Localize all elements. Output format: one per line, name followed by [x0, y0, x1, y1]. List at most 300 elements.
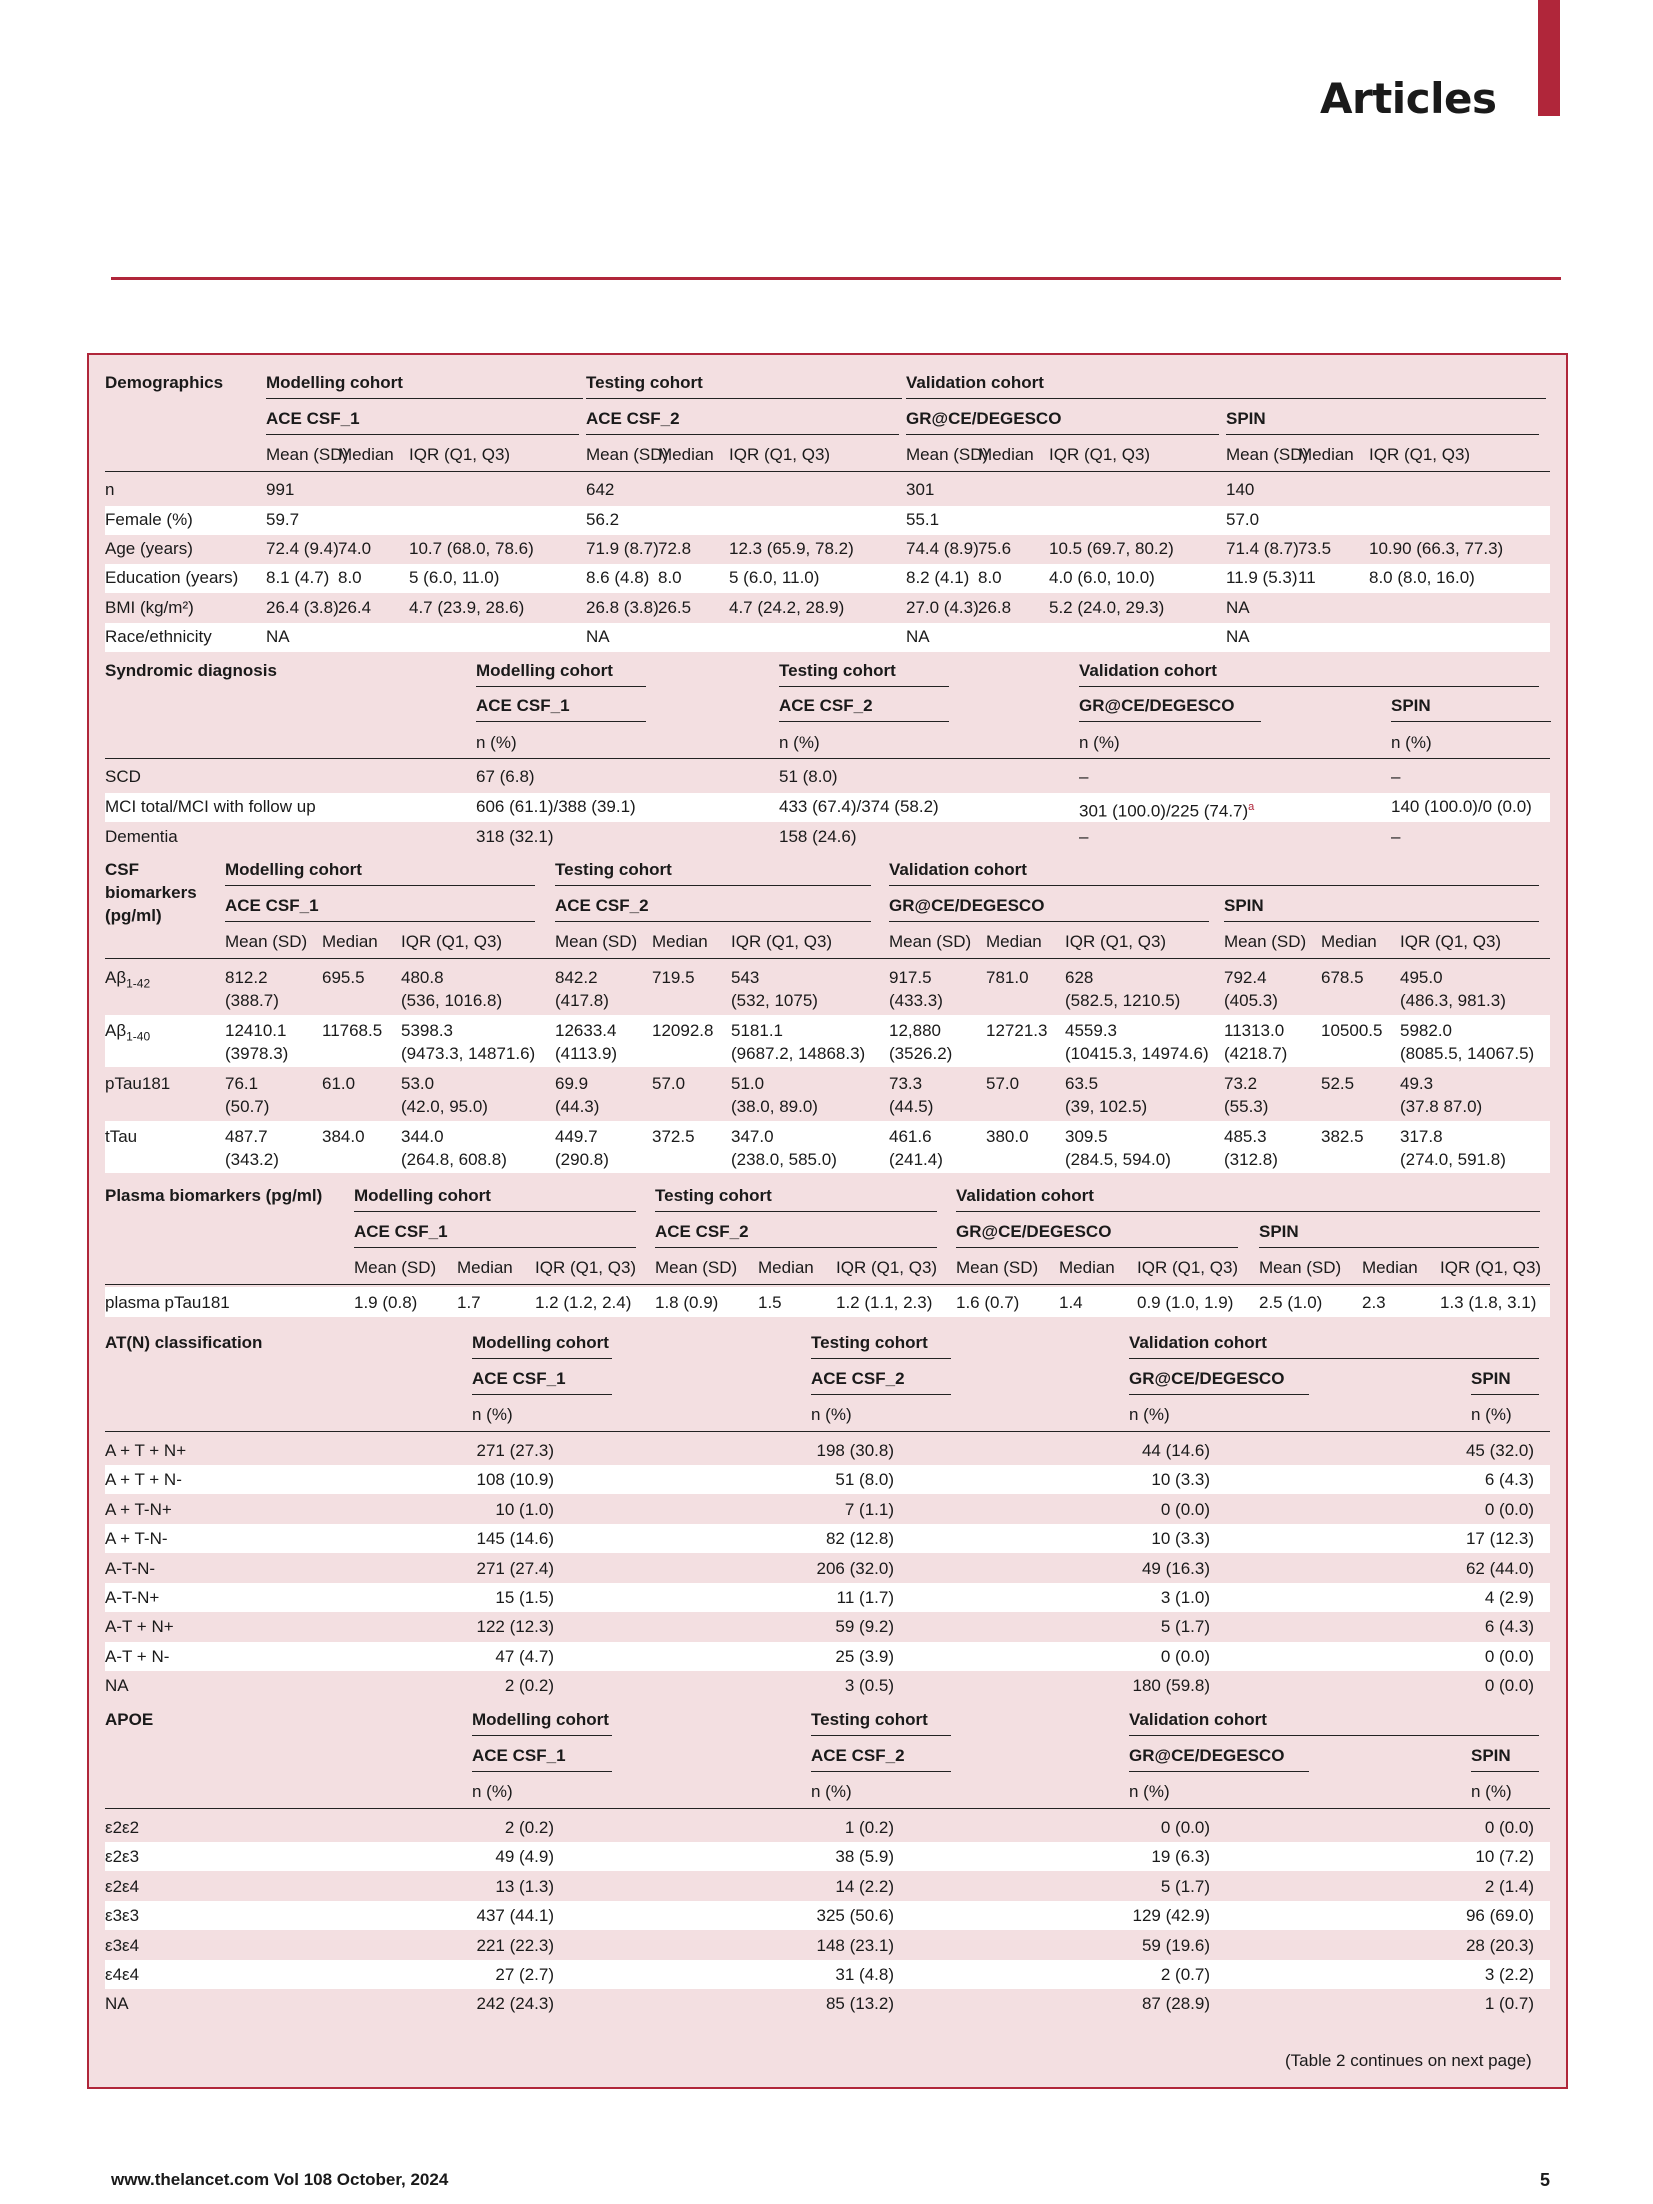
cohort-header: GR@CE/DEGESCO — [956, 1222, 1112, 1241]
table-cell: (39, 102.5) — [1065, 1097, 1148, 1116]
table-cell: 59.7 — [266, 510, 300, 529]
header-underline — [811, 1394, 951, 1395]
stat-header: Median — [658, 445, 714, 464]
table-cell: 5982.0 — [1400, 1021, 1452, 1040]
header-underline — [811, 1735, 951, 1736]
footnote-marker: a — [1248, 801, 1255, 813]
table-cell: 842.2 — [555, 968, 598, 987]
table-cell: 87 (28.9) — [1141, 1994, 1210, 2014]
table-cell: 140 (100.0)/0 (0.0) — [1391, 797, 1532, 816]
table-cell: 2 (0.2) — [504, 1676, 554, 1696]
row-label: A-T + N+ — [105, 1617, 174, 1637]
table-cell: (9473.3, 14871.6) — [401, 1044, 536, 1063]
label-subscript: 1-42 — [126, 976, 151, 991]
table-cell: 6 (4.3) — [1484, 1470, 1534, 1490]
stat-header: n (%) — [811, 1782, 852, 1801]
table-cell: 10.90 (66.3, 77.3) — [1369, 539, 1504, 558]
stat-header: n (%) — [1471, 1782, 1512, 1801]
table-cell: (241.4) — [889, 1150, 943, 1169]
table-cell: – — [1391, 767, 1401, 786]
table-cell: 26.8 — [978, 598, 1012, 617]
table-cell: (9687.2, 14868.3) — [731, 1044, 866, 1063]
table-cell: 2 (0.7) — [1160, 1965, 1210, 1984]
table-cell: 0 (0.0) — [1160, 1646, 1210, 1666]
row-label: A + T-N- — [105, 1529, 168, 1549]
table-cell: 1.9 (0.8) — [354, 1293, 418, 1312]
table-cell: – — [1079, 827, 1089, 846]
table-cell: 5 (1.7) — [1160, 1617, 1210, 1637]
table-cell: 242 (24.3) — [476, 1994, 554, 2014]
table-cell: 26.4 (3.8) — [266, 598, 339, 617]
table-cell: 0 (0.0) — [1484, 1818, 1534, 1837]
table-cell: (3978.3) — [225, 1044, 289, 1063]
table-cell: (274.0, 591.8) — [1400, 1150, 1506, 1169]
table-cell: 4.7 (23.9, 28.6) — [409, 598, 525, 617]
table-cell: 301 — [906, 480, 935, 499]
table-cell: 148 (23.1) — [816, 1935, 894, 1955]
table-cell: 61.0 — [322, 1074, 356, 1093]
header-underline — [1129, 1358, 1539, 1359]
table-cell: 5.2 (24.0, 29.3) — [1049, 598, 1165, 617]
table-cell: 57.0 — [986, 1074, 1020, 1093]
table-cell: (50.7) — [225, 1097, 270, 1116]
cohort-header: ACE CSF_2 — [655, 1222, 749, 1241]
table-cell: (343.2) — [225, 1150, 279, 1169]
table-cell: 4.0 (6.0, 10.0) — [1049, 568, 1155, 587]
header-underline — [811, 1771, 951, 1772]
table-cell: 55.1 — [906, 510, 940, 529]
stat-header: IQR (Q1, Q3) — [409, 445, 511, 464]
table-cell: 309.5 — [1065, 1127, 1108, 1146]
table-cell: 26.4 — [338, 598, 372, 617]
stat-header: Mean (SD) — [1224, 932, 1307, 951]
table-cell: 344.0 — [401, 1127, 444, 1146]
row-label: pTau181 — [105, 1074, 171, 1093]
table-cell: 0 (0.0) — [1484, 1499, 1534, 1519]
table-cell: 7 (1.1) — [844, 1499, 894, 1519]
results-table — [87, 353, 1568, 2089]
stat-header: Mean (SD) — [956, 1258, 1039, 1277]
table-cell: 0.9 (1.0, 1.9) — [1137, 1293, 1234, 1312]
cohort-header: ACE CSF_2 — [586, 409, 680, 428]
cohort-group-header: Modelling cohort — [472, 1333, 609, 1352]
table-cell: 8.2 (4.1) — [906, 568, 970, 587]
table-cell: 82 (12.8) — [825, 1529, 894, 1549]
table-cell: 71.4 (8.7) — [1226, 539, 1299, 558]
table-cell: 10 (7.2) — [1475, 1847, 1534, 1867]
table-cell: 1.4 — [1059, 1293, 1083, 1312]
stat-header: Median — [758, 1258, 814, 1277]
header-rule — [111, 277, 1561, 280]
table-cell: 69.9 — [555, 1074, 589, 1093]
table-continues-note: (Table 2 continues on next page) — [1285, 2051, 1532, 2070]
row-label: n — [105, 480, 115, 499]
row-label: MCI total/MCI with follow up — [105, 797, 316, 816]
table-cell: 10 (3.3) — [1151, 1470, 1210, 1490]
stat-header: Mean (SD) — [906, 445, 989, 464]
header-underline — [586, 398, 902, 399]
row-label: Dementia — [105, 827, 178, 846]
row-label: A + T + N+ — [105, 1441, 187, 1460]
cohort-group-header: Modelling cohort — [472, 1710, 609, 1729]
table-cell: 0 (0.0) — [1484, 1676, 1534, 1696]
table-cell: 8.0 — [658, 568, 682, 587]
table-cell: 2 (1.4) — [1484, 1876, 1534, 1896]
stat-header: n (%) — [1129, 1405, 1170, 1424]
cohort-header: ACE CSF_1 — [225, 896, 319, 915]
table-cell: 812.2 — [225, 968, 268, 987]
stat-header: Median — [978, 445, 1034, 464]
table-cell: 1.6 (0.7) — [956, 1293, 1020, 1312]
table-cell: 347.0 — [731, 1127, 774, 1146]
page-number: 5 — [1540, 2170, 1551, 2190]
table-cell: (312.8) — [1224, 1150, 1278, 1169]
table-cell: 72.4 (9.4) — [266, 539, 339, 558]
header-underline — [1079, 686, 1539, 687]
header-underline — [811, 1358, 951, 1359]
table-cell: 380.0 — [986, 1127, 1029, 1146]
cohort-header: ACE CSF_1 — [472, 1369, 566, 1388]
table-cell: 140 — [1226, 480, 1255, 499]
stat-header: n (%) — [779, 733, 820, 752]
row-label: NA — [105, 1676, 129, 1696]
table-cell: 6 (4.3) — [1484, 1617, 1534, 1637]
table-cell: 3 (1.0) — [1160, 1588, 1210, 1607]
cohort-header: ACE CSF_2 — [811, 1746, 905, 1765]
header-underline — [1259, 1247, 1539, 1248]
stat-header: IQR (Q1, Q3) — [1049, 445, 1151, 464]
header-underline — [266, 434, 579, 435]
cohort-header: SPIN — [1391, 696, 1431, 715]
header-underline — [655, 1247, 937, 1248]
stat-header: IQR (Q1, Q3) — [729, 445, 831, 464]
table-cell: 17 (12.3) — [1465, 1529, 1534, 1549]
row-label: plasma pTau181 — [105, 1293, 230, 1312]
table-cell: 11.9 (5.3) — [1226, 568, 1298, 587]
stat-header: IQR (Q1, Q3) — [836, 1258, 938, 1277]
table-cell: 4 (2.9) — [1484, 1588, 1534, 1607]
cohort-header: ACE CSF_1 — [476, 696, 570, 715]
table-cell: 792.4 — [1224, 968, 1267, 987]
table-cell: 49 (16.3) — [1141, 1558, 1210, 1578]
stat-header: IQR (Q1, Q3) — [1400, 932, 1502, 951]
header-underline — [779, 686, 949, 687]
cohort-header: SPIN — [1224, 896, 1264, 915]
table-cell: 10 (3.3) — [1151, 1529, 1210, 1549]
stat-header: Mean (SD) — [1226, 445, 1309, 464]
stat-header: Median — [652, 932, 708, 951]
header-underline — [472, 1771, 612, 1772]
table-cell: 10.7 (68.0, 78.6) — [409, 539, 534, 558]
table-cell: 11313.0 — [1224, 1021, 1285, 1040]
table-cell: 5398.3 — [401, 1021, 453, 1040]
cohort-group-header: Testing cohort — [555, 860, 672, 879]
table-cell: (536, 1016.8) — [401, 991, 503, 1010]
table-cell: 11 — [1298, 568, 1316, 587]
table-cell: 62 (44.0) — [1465, 1558, 1534, 1578]
table-cell: 73.3 — [889, 1074, 923, 1093]
table-cell: 695.5 — [322, 968, 365, 987]
header-underline — [266, 398, 583, 399]
table-cell: 74.0 — [338, 539, 372, 558]
table-cell: 11 (1.7) — [836, 1588, 894, 1607]
table-cell: 198 (30.8) — [816, 1441, 894, 1460]
cohort-group-header: Validation cohort — [1079, 661, 1217, 680]
row-label: Education (years) — [105, 568, 239, 587]
table-cell: 11768.5 — [322, 1021, 383, 1040]
header-underline — [472, 1394, 612, 1395]
stat-header: Median — [1321, 932, 1377, 951]
stat-header: Mean (SD) — [354, 1258, 437, 1277]
table-cell: 719.5 — [652, 968, 695, 987]
table-rule — [105, 758, 1550, 759]
table-cell: 372.5 — [652, 1127, 695, 1146]
table-cell: 543 — [731, 968, 760, 987]
table-cell: 73.2 — [1224, 1074, 1258, 1093]
table-cell: 485.3 — [1224, 1127, 1267, 1146]
table-cell: 10500.5 — [1321, 1021, 1383, 1040]
row-label: ε2ε4 — [105, 1876, 140, 1896]
table-cell: 1 (0.2) — [844, 1818, 894, 1837]
section-label-csf: (pg/ml) — [105, 906, 162, 925]
cohort-header: GR@CE/DEGESCO — [889, 896, 1045, 915]
stat-header: Mean (SD) — [1259, 1258, 1342, 1277]
cohort-group-header: Modelling cohort — [266, 373, 403, 392]
header-underline — [225, 885, 535, 886]
table-cell: 76.1 — [225, 1074, 259, 1093]
table-cell: (582.5, 1210.5) — [1065, 991, 1181, 1010]
table-cell: (290.8) — [555, 1150, 609, 1169]
table-cell: 12633.4 — [555, 1021, 617, 1040]
table-cell: 495.0 — [1400, 968, 1443, 987]
table-cell: 10.5 (69.7, 80.2) — [1049, 539, 1174, 558]
cohort-header: ACE CSF_1 — [354, 1222, 448, 1241]
section-label-plasma: Plasma biomarkers (pg/ml) — [105, 1186, 323, 1205]
cohort-header: ACE CSF_1 — [266, 409, 360, 428]
stat-header: Median — [457, 1258, 513, 1277]
table-cell: (37.8 87.0) — [1400, 1097, 1483, 1116]
table-cell: 271 (27.3) — [476, 1441, 554, 1460]
row-label: $A\beta_{1-42}$ — [105, 968, 151, 991]
table-cell: 19 (6.3) — [1151, 1847, 1210, 1867]
header-underline — [472, 1358, 612, 1359]
row-band — [105, 506, 1550, 535]
stat-header: Mean (SD) — [225, 932, 308, 951]
table-cell: 8.0 — [978, 568, 1002, 587]
table-cell: 437 (44.1) — [476, 1906, 554, 1926]
row-band — [105, 1287, 1550, 1317]
stat-header: n (%) — [1129, 1782, 1170, 1801]
row-label: ε2ε3 — [105, 1847, 140, 1867]
table-cell: 781.0 — [986, 968, 1029, 987]
table-cell: (42.0, 95.0) — [401, 1097, 488, 1116]
table-cell: 49.3 — [1400, 1074, 1434, 1093]
stat-header: Median — [338, 445, 394, 464]
table-cell: 206 (32.0) — [816, 1558, 894, 1578]
stat-header: n (%) — [1079, 733, 1120, 752]
header-underline — [779, 721, 949, 722]
table-cell: (38.0, 89.0) — [731, 1097, 818, 1116]
table-cell: 2.5 (1.0) — [1259, 1293, 1323, 1312]
cohort-group-header: Validation cohort — [906, 373, 1044, 392]
table-cell: 3 (0.5) — [844, 1676, 894, 1696]
cohort-header: GR@CE/DEGESCO — [906, 409, 1062, 428]
table-cell: 642 — [586, 480, 615, 499]
table-cell: 57.0 — [1226, 510, 1260, 529]
header-underline — [225, 921, 535, 922]
header-underline — [472, 1735, 612, 1736]
section-label-demographics: Demographics — [105, 373, 224, 392]
table-cell: 2.3 — [1362, 1293, 1386, 1312]
table-cell: 8.6 (4.8) — [586, 568, 650, 587]
header-underline — [1129, 1394, 1309, 1395]
stat-header: Median — [1298, 445, 1354, 464]
table-cell: (405.3) — [1224, 991, 1278, 1010]
table-cell: 991 — [266, 480, 295, 499]
header-underline — [1391, 721, 1551, 722]
stat-header: Mean (SD) — [266, 445, 349, 464]
table-cell: 5 (1.7) — [1160, 1876, 1210, 1896]
table-rule — [105, 471, 1550, 472]
table-cell: 606 (61.1)/388 (39.1) — [476, 797, 636, 816]
table-cell: 63.5 — [1065, 1074, 1099, 1093]
table-cell: 10 (1.0) — [495, 1499, 554, 1519]
cohort-group-header: Testing cohort — [586, 373, 703, 392]
table-cell: 51 (8.0) — [835, 1470, 894, 1490]
table-cell: (417.8) — [555, 991, 609, 1010]
table-cell: (44.3) — [555, 1097, 600, 1116]
table-cell: 8.0 (8.0, 16.0) — [1369, 568, 1475, 587]
table-cell: 678.5 — [1321, 968, 1364, 987]
table-cell: NA — [1226, 598, 1250, 617]
table-cell: 317.8 — [1400, 1127, 1443, 1146]
stat-header: IQR (Q1, Q3) — [1369, 445, 1471, 464]
row-label: ε2ε2 — [105, 1818, 140, 1837]
stat-header: Mean (SD) — [586, 445, 669, 464]
cohort-header: ACE CSF_1 — [472, 1746, 566, 1765]
header-underline — [889, 921, 1209, 922]
table-cell: 12721.3 — [986, 1021, 1048, 1040]
cohort-group-header: Validation cohort — [1129, 1710, 1267, 1729]
table-cell: 3 (2.2) — [1484, 1965, 1534, 1984]
table-cell: 461.6 — [889, 1127, 932, 1146]
header-underline — [655, 1211, 937, 1212]
section-label-apoe: APOE — [105, 1710, 154, 1729]
table-cell: 5 (6.0, 11.0) — [729, 568, 820, 587]
stat-header: IQR (Q1, Q3) — [1440, 1258, 1542, 1277]
stat-header: n (%) — [472, 1782, 513, 1801]
table-cell: 12092.8 — [652, 1021, 714, 1040]
row-label: BMI (kg/m²) — [105, 598, 194, 617]
row-label: tTau — [105, 1127, 138, 1146]
stat-header: IQR (Q1, Q3) — [1137, 1258, 1239, 1277]
table-cell: 74.4 (8.9) — [906, 539, 979, 558]
stat-header: Mean (SD) — [655, 1258, 738, 1277]
row-label: A + T + N- — [105, 1470, 182, 1490]
table-cell: 67 (6.8) — [476, 767, 535, 786]
cohort-group-header: Testing cohort — [811, 1710, 928, 1729]
table-cell: (486.3, 981.3) — [1400, 991, 1506, 1010]
stat-header: IQR (Q1, Q3) — [1065, 932, 1167, 951]
table-cell: 96 (69.0) — [1465, 1906, 1534, 1926]
table-cell: – — [1391, 827, 1401, 846]
row-label: Female (%) — [105, 510, 193, 529]
row-label: A-T + N- — [105, 1646, 170, 1666]
table-cell: NA — [586, 627, 610, 646]
table-cell: 108 (10.9) — [476, 1470, 554, 1490]
table-cell: (4218.7) — [1224, 1044, 1288, 1063]
cohort-header: ACE CSF_2 — [811, 1369, 905, 1388]
cohort-header: SPIN — [1471, 1746, 1511, 1765]
table-cell: (264.8, 608.8) — [401, 1150, 507, 1169]
row-label: $A\beta_{1-40}$ — [105, 1021, 151, 1044]
table-cell: 53.0 — [401, 1074, 435, 1093]
table-cell: 0 (0.0) — [1160, 1499, 1210, 1519]
cohort-group-header: Validation cohort — [956, 1186, 1094, 1205]
cohort-group-header: Modelling cohort — [476, 661, 613, 680]
label-subscript: 1-40 — [126, 1029, 151, 1044]
table-cell: (284.5, 594.0) — [1065, 1150, 1171, 1169]
table-rule — [105, 1808, 1550, 1809]
stat-header: Mean (SD) — [889, 932, 972, 951]
stat-header: n (%) — [476, 733, 517, 752]
section-label-atn: AT(N) classification — [105, 1333, 263, 1352]
table-cell: 12410.1 — [225, 1021, 287, 1040]
header-underline — [1129, 1771, 1309, 1772]
table-cell: (238.0, 585.0) — [731, 1150, 837, 1169]
row-label: ε3ε3 — [105, 1906, 140, 1926]
table-cell: 180 (59.8) — [1132, 1676, 1210, 1696]
cohort-group-header: Testing cohort — [811, 1333, 928, 1352]
table-cell: 72.8 — [658, 539, 692, 558]
row-label: A + T-N+ — [105, 1499, 172, 1519]
stat-header: Median — [322, 932, 378, 951]
table-cell: (433.3) — [889, 991, 943, 1010]
table-cell: (3526.2) — [889, 1044, 953, 1063]
table-cell: 38 (5.9) — [835, 1847, 894, 1867]
table-cell: 221 (22.3) — [476, 1935, 554, 1955]
table-rule — [105, 958, 1550, 959]
table-cell: (55.3) — [1224, 1097, 1269, 1116]
header-underline — [354, 1247, 636, 1248]
stat-header: n (%) — [1391, 733, 1432, 752]
cohort-group-header: Modelling cohort — [225, 860, 362, 879]
table-rule — [105, 1284, 1550, 1285]
table-cell: 4559.3 — [1065, 1021, 1117, 1040]
cohort-header: GR@CE/DEGESCO — [1129, 1746, 1285, 1765]
header-underline — [906, 398, 1546, 399]
row-label: ε4ε4 — [105, 1965, 140, 1984]
cohort-group-header: Modelling cohort — [354, 1186, 491, 1205]
row-label: ε3ε4 — [105, 1935, 140, 1955]
stat-header: IQR (Q1, Q3) — [731, 932, 833, 951]
table-cell: (388.7) — [225, 991, 279, 1010]
table-cell: 384.0 — [322, 1127, 365, 1146]
table-cell: 12.3 (65.9, 78.2) — [729, 539, 854, 558]
row-label: A-T-N- — [105, 1558, 156, 1578]
table-cell: 1.8 (0.9) — [655, 1293, 719, 1312]
table-cell: 26.8 (3.8) — [586, 598, 659, 617]
cohort-header: GR@CE/DEGESCO — [1129, 1369, 1285, 1388]
table-cell: 25 (3.9) — [835, 1646, 894, 1666]
stat-header: n (%) — [811, 1405, 852, 1424]
cohort-group-header: Validation cohort — [889, 860, 1027, 879]
header-underline — [1129, 1735, 1539, 1736]
row-label: NA — [105, 1994, 129, 2014]
stat-header: Median — [1059, 1258, 1115, 1277]
table-cell: 26.5 — [658, 598, 692, 617]
cohort-header: ACE CSF_2 — [779, 696, 873, 715]
